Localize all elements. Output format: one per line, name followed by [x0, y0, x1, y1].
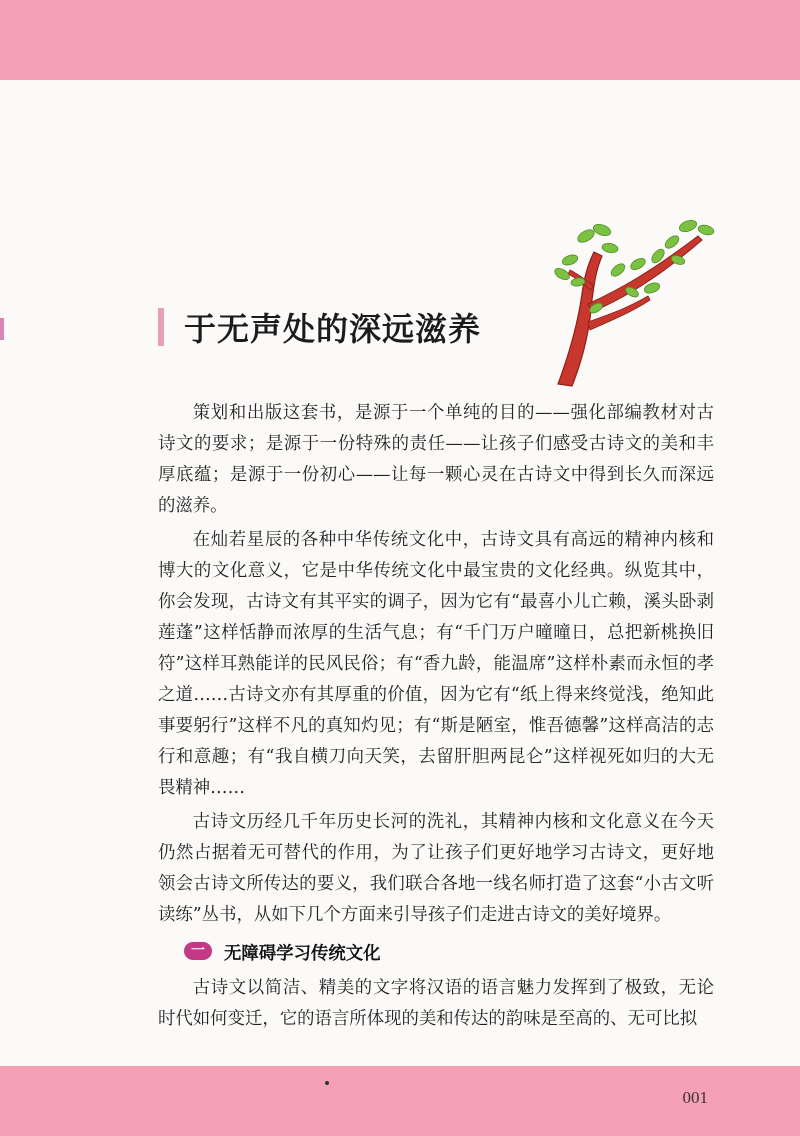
- section-number: 一: [191, 943, 205, 959]
- article-body: [158, 398, 714, 1038]
- paragraph-3: 古诗文历经几千年历史长河的洗礼，其精神内核和文化意义在今天仍然占据着无可替代的作用，为了让孩子们更好地学习古诗文，更好地领会古诗文所传达的要义，我们联合各地一线名师打造了这套“小古文听读练”丛书，从如下几个方面来引导孩子们走进古诗文的美好境界。: [158, 812, 714, 925]
- section-number-badge: [184, 942, 212, 960]
- footer-band: [0, 1066, 800, 1136]
- header-band: [0, 0, 800, 80]
- section-heading: [184, 935, 714, 967]
- title-accent-bar: [158, 308, 164, 346]
- paragraph-1: 策划和出版这套书，是源于一个单纯的目的——强化部编教材对古诗文的要求；是源于一份特殊的责任——让孩子们感受古诗文的美和丰厚底蕴；是源于一份初心——让每一颗心灵在古诗文中得到长久而深远的滋养。: [158, 403, 714, 516]
- footer-dot: [325, 1081, 329, 1085]
- section-title: 无障碍学习传统文化: [224, 943, 381, 964]
- paragraph-4: 古诗文以简洁、精美的文字将汉语的语言魅力发挥到了极致，无论时代如何变迁，它的语言所体现的美和传达的韵味是至高的、无可比拟: [158, 978, 714, 1029]
- paragraph-2: 在灿若星辰的各种中华传统文化中，古诗文具有高远的精神内核和博大的文化意义，它是中华传统文化中最宝贵的文化经典。纵览其中，你会发现，古诗文有其平实的调子，因为它有“最喜小儿亡赖，溪头卧剥莲蓬”这样恬静而浓厚的生活气息；有“千门万户曈曈日，总把新桃换旧符”这样耳熟能详的民风民俗；有“香九龄，能温席”这样朴素而永恒的孝之道……古诗文亦有其厚重的价值，因为它有“纸上得来终觉浅，绝知此事要躬行”这样不凡的真知灼见；有“斯是陋室，惟吾德馨”这样高洁的志行和意趣；有“我自横刀向天笑，去留肝胆两昆仑”这样视死如归的大无畏精神……: [158, 530, 714, 798]
- page-number: 001: [682, 1088, 708, 1107]
- tree-branch-illustration: [548, 212, 718, 392]
- margin-mark: [0, 318, 4, 340]
- page-title: 于无声处的深远滋养: [184, 310, 482, 348]
